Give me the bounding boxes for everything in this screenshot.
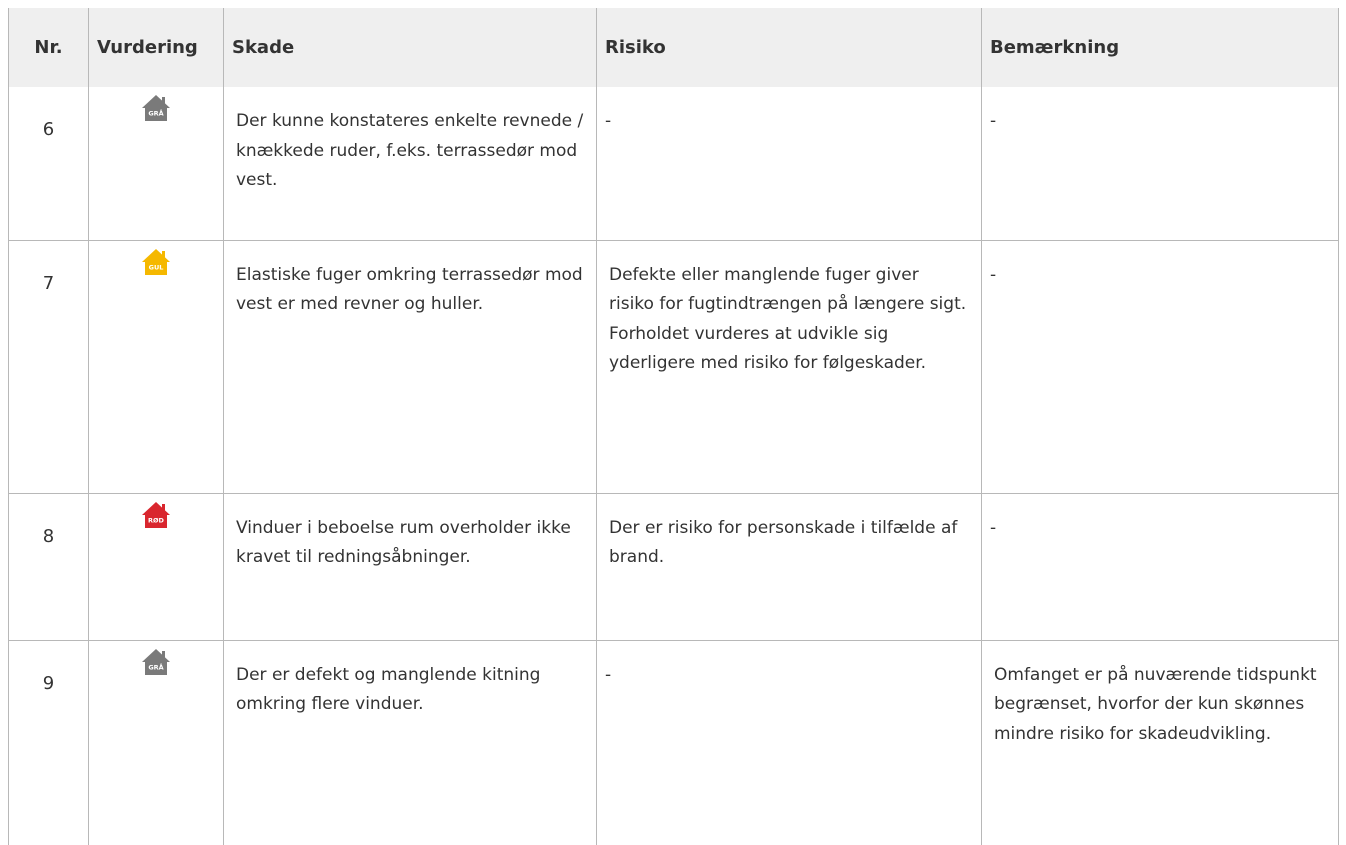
table-header-row (9, 8, 1339, 87)
row-number: 7 (9, 240, 89, 493)
row-number: 6 (9, 87, 89, 240)
risk-description: - (597, 87, 982, 240)
rating-cell (89, 640, 224, 845)
damage-description: Elastiske fuger omkring terrassedør mod vest er med revner og huller. (224, 240, 597, 493)
rating-label: GRÅ (148, 663, 164, 671)
header-nr: Nr. (9, 8, 89, 87)
rating-cell (89, 240, 224, 493)
house-rating-icon (142, 249, 170, 275)
table-row (9, 240, 1339, 493)
remark: - (982, 240, 1339, 493)
rating-label: GUL (148, 263, 164, 271)
rating-label: GRÅ (148, 109, 164, 118)
rating-cell (89, 493, 224, 640)
header-risiko: Risiko (597, 8, 982, 87)
table-row (9, 493, 1339, 640)
row-number: 8 (9, 493, 89, 640)
damage-description: Der er defekt og manglende kitning omkring flere vinduer. (224, 640, 597, 845)
risk-description: Der er risiko for personskade i tilfælde af brand. (597, 493, 982, 640)
house-rating-icon (142, 502, 170, 528)
table-row (9, 87, 1339, 240)
remark: - (982, 87, 1339, 240)
header-bemaerkning: Bemærkning (982, 8, 1339, 87)
remark: Omfanget er på nuværende tidspunkt begrænset, hvorfor der kun skønnes mindre risiko for skadeudvikling. (982, 640, 1339, 845)
risk-description: - (597, 640, 982, 845)
risk-description: Defekte eller manglende fuger giver risiko for fugtindtrængen på længere sigt. Forholdet vurderes at udvikle sig yderligere med risiko for følgeskader. (597, 240, 982, 493)
damage-table (8, 8, 1339, 845)
damage-description: Der kunne konstateres enkelte revnede / knækkede ruder, f.eks. terrassedør mod vest. (224, 87, 597, 240)
house-rating-icon (142, 649, 170, 675)
remark: - (982, 493, 1339, 640)
house-rating-icon (142, 95, 170, 121)
rating-label: RØD (148, 516, 164, 524)
rating-cell (89, 87, 224, 240)
damage-description: Vinduer i beboelse rum overholder ikke kravet til redningsåbninger. (224, 493, 597, 640)
table-row (9, 640, 1339, 845)
header-vurdering: Vurdering (89, 8, 224, 87)
header-skade: Skade (224, 8, 597, 87)
row-number: 9 (9, 640, 89, 845)
